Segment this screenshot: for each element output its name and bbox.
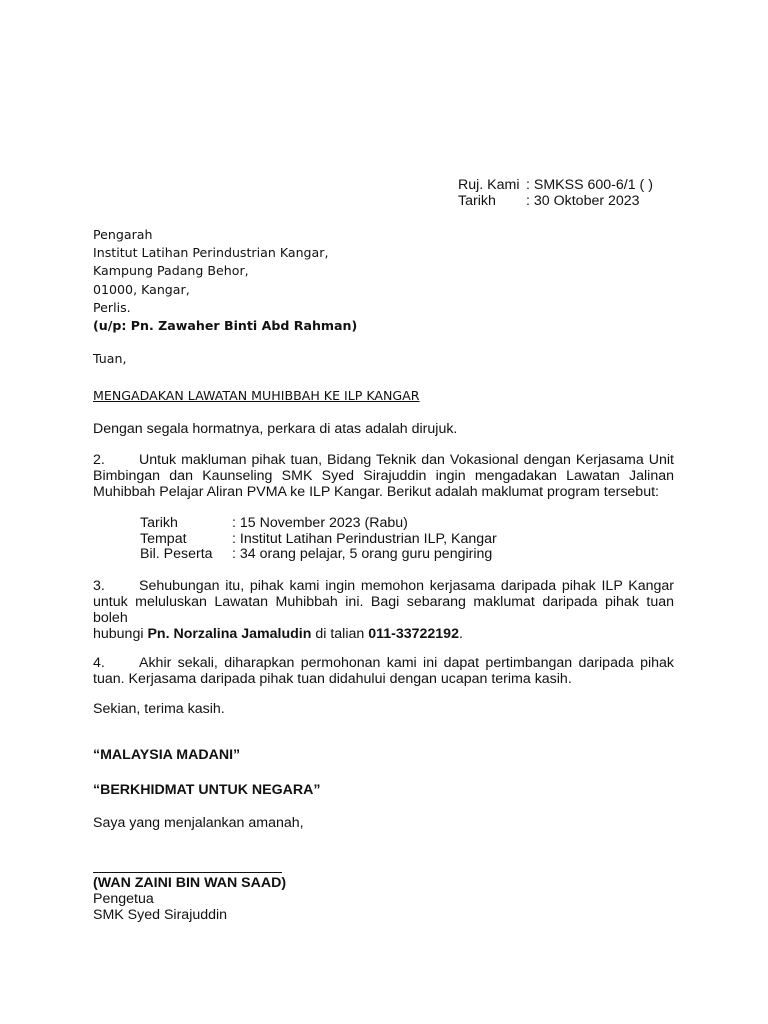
recipient-line: Institut Latihan Perindustrian Kangar, bbox=[93, 245, 329, 261]
detail-value: : Institut Latihan Perindustrian ILP, Kangar bbox=[232, 530, 497, 547]
detail-row bbox=[140, 515, 497, 531]
signature-block bbox=[93, 875, 286, 922]
recipient-line: 01000, Kangar, bbox=[93, 281, 190, 297]
signatory-title: Pengetua bbox=[93, 890, 154, 907]
signatory-school: SMK Syed Sirajuddin bbox=[93, 906, 228, 923]
detail-label: Tempat bbox=[140, 530, 187, 547]
reference-block bbox=[458, 177, 718, 209]
para-number: 2. bbox=[93, 452, 105, 468]
salutation: Tuan, bbox=[93, 351, 127, 366]
date-value: : 30 Oktober 2023 bbox=[526, 193, 640, 209]
ref-value: : SMKSS 600-6/1 ( ) bbox=[526, 177, 653, 193]
recipient-line: Pengarah bbox=[93, 227, 153, 242]
detail-row bbox=[140, 531, 497, 547]
slogan-malaysia-madani: “MALAYSIA MADANI” bbox=[93, 747, 241, 763]
para-text: Sehubungan itu, pihak kami ingin memohon kerjasama daripada pihak ILP Kangar untuk meluluskan Lawatan Muhibbah ini. Bagi sebarang maklumat daripada pihak tuan boleh bbox=[93, 578, 674, 626]
signatory-name: (WAN ZAINI BIN WAN SAAD) bbox=[93, 875, 287, 891]
slogan-berkhidmat: “BERKHIDMAT UNTUK NEGARA” bbox=[93, 782, 321, 798]
paragraph-3 bbox=[93, 578, 674, 642]
recipient-attention: (u/p: Pn. Zawaher Binti Abd Rahman) bbox=[93, 317, 358, 333]
ref-row-date bbox=[458, 193, 718, 209]
detail-label: Bil. Peserta bbox=[140, 546, 213, 562]
contact-phone: 011-33722192 bbox=[368, 626, 459, 642]
detail-row bbox=[140, 546, 497, 562]
ref-row-ruj bbox=[458, 177, 718, 193]
contact-suffix: . bbox=[458, 626, 463, 642]
program-details bbox=[140, 515, 497, 562]
paragraph-4 bbox=[93, 655, 674, 687]
detail-value: : 34 orang pelajar, 5 orang guru pengiring bbox=[232, 546, 493, 562]
paragraph-2 bbox=[93, 452, 674, 500]
ref-label: Ruj. Kami bbox=[458, 177, 520, 193]
contact-line bbox=[93, 626, 674, 642]
contact-prefix: hubungi bbox=[93, 626, 148, 642]
recipient-address bbox=[93, 226, 653, 335]
amanah-line: Saya yang menjalankan amanah, bbox=[93, 815, 304, 831]
contact-name: Pn. Norzalina Jamaludin bbox=[147, 626, 312, 642]
recipient-line: Kampung Padang Behor, bbox=[93, 263, 249, 279]
para-number: 4. bbox=[93, 655, 105, 671]
recipient-line: Perlis. bbox=[93, 299, 131, 315]
detail-value: : 15 November 2023 (Rabu) bbox=[232, 515, 408, 531]
detail-label: Tarikh bbox=[140, 515, 178, 531]
letter-subject: MENGADAKAN LAWATAN MUHIBBAH KE ILP KANGAR bbox=[93, 388, 420, 403]
para-text: Untuk makluman pihak tuan, Bidang Teknik dan Vokasional dengan Kerjasama Unit Bimbingan dan Kaunseling SMK Syed Sirajuddin ingin mengadakan Lawatan Jalinan Muhibbah Pelajar Aliran PVMA ke ILP Kangar. Berikut adalah maklumat program tersebut: bbox=[93, 452, 674, 500]
contact-mid: di talian bbox=[311, 626, 369, 642]
para-number: 3. bbox=[93, 578, 105, 594]
closing-line: Sekian, terima kasih. bbox=[93, 701, 225, 717]
para-text: Akhir sekali, diharapkan permohonan kami ini dapat pertimbangan daripada pihak tuan. Kerjasama daripada pihak tuan didahului dengan ucapan terima kasih. bbox=[93, 655, 674, 687]
date-label: Tarikh bbox=[458, 193, 496, 209]
opening-line: Dengan segala hormatnya, perkara di atas adalah dirujuk. bbox=[93, 421, 458, 437]
signature-line bbox=[93, 872, 282, 873]
